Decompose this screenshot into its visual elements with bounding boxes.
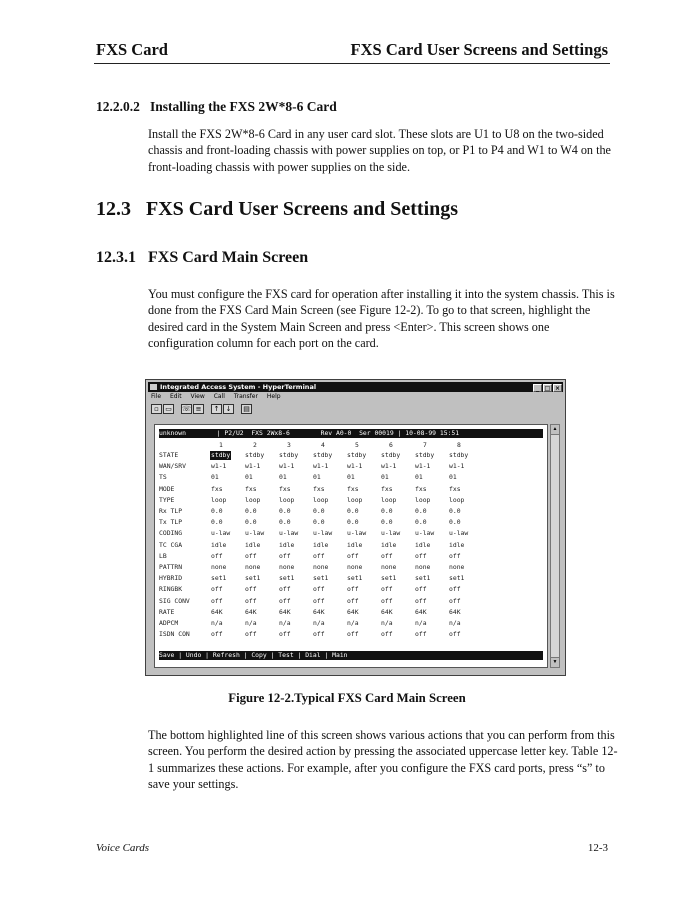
terminal-row [159,563,543,572]
terminal-row [159,518,543,527]
port-number: 3 [287,441,291,449]
port-value-cell[interactable]: off [449,585,461,594]
port-value-cell[interactable]: set1 [313,574,329,583]
port-value-cell[interactable]: 64K [381,607,393,616]
row-label: PATTRN [159,563,183,571]
disconnect-icon[interactable]: ☏ [182,405,191,413]
port-value-cell[interactable]: 01 [211,473,219,482]
port-value-cell[interactable]: n/a [245,619,257,627]
send-icon[interactable]: ↑ [211,404,222,414]
menu-view[interactable]: View [190,393,205,400]
port-value-cell[interactable]: stdby [347,451,367,459]
port-value-cell[interactable]: off [245,585,257,594]
port-value-cell[interactable]: u-law [245,529,265,538]
port-value-cell[interactable]: none [211,563,227,571]
paragraph-actions: The bottom highlighted line of this screen shows various actions that you can perform from this screen. You perform the desired action by pressing the associated uppercase letter key. Table 12-1 summarizes these actions. For example, after you configure the FXS card ports, press “s” to save your settings. [148,728,618,791]
port-value-cell[interactable]: w1-1 [279,462,295,471]
port-value-cell[interactable]: n/a [415,619,427,627]
row-label: TC CGA [159,540,183,549]
page-number: 12-3 [587,842,608,854]
port-value-cell[interactable]: set1 [449,574,465,583]
port-value-cell[interactable]: fxs [347,484,359,493]
port-value-cell[interactable]: off [245,596,257,605]
port-value-cell[interactable]: u-law [381,529,401,538]
header-rule [94,63,610,64]
port-number: 1 [219,441,223,449]
port-value-cell[interactable]: 0.0 [211,518,223,527]
hyperterminal-window [145,379,566,676]
row-label: RATE [159,607,175,616]
command-line[interactable]: Save | Undo | Refresh | Copy | Test | Dial | Main [159,651,543,660]
port-value-cell[interactable]: 64K [415,607,427,616]
heading-12-3: 12.3 FXS Card User Screens and Settings [96,198,459,220]
terminal-row [159,597,543,606]
port-value-cell[interactable]: 01 [279,473,287,482]
port-value-cell[interactable]: stdby [279,451,299,459]
port-value-cell[interactable]: u-law [313,529,333,538]
port-value-cell[interactable]: idle [347,540,363,549]
toolbar [151,404,253,417]
port-value-cell[interactable]: off [381,596,393,605]
figure-caption: Figure 12-2.Typical FXS Card Main Screen [228,691,466,705]
port-value-cell[interactable]: 64K [279,607,291,616]
port-value-cell[interactable]: set1 [211,574,227,583]
port-value-cell[interactable]: none [415,563,431,571]
row-label: WAN/SRV [159,462,186,471]
port-value-cell[interactable]: 0.0 [279,518,291,527]
port-value-cell[interactable]: 01 [313,473,321,482]
close-icon[interactable]: × [554,385,561,392]
terminal-row [159,541,543,550]
terminal-row [159,630,543,639]
port-value-cell[interactable]: 0.0 [449,507,461,515]
port-value-cell[interactable]: n/a [347,619,359,627]
port-value-cell[interactable]: off [313,630,325,639]
port-value-cell[interactable]: off [381,585,393,594]
minimize-icon[interactable]: _ [533,384,542,392]
port-value-cell[interactable]: none [347,563,363,571]
row-label: TYPE [159,495,175,504]
port-value-cell[interactable]: stdby [245,451,265,459]
port-value-cell[interactable]: off [381,551,393,560]
receive-icon[interactable]: ↓ [223,404,234,414]
menu-file[interactable]: File [151,393,162,400]
port-value-cell[interactable]: fxs [279,484,291,493]
port-value-cell[interactable]: off [449,551,461,560]
hyperterminal-icon [150,384,157,390]
port-value-cell[interactable]: set1 [279,574,295,583]
terminal-row [159,574,543,583]
port-value-cell[interactable]: set1 [415,574,431,583]
port-value-cell[interactable]: off [279,596,291,605]
menu-help[interactable]: Help [266,393,281,400]
port-value-cell[interactable]: set1 [245,574,261,583]
port-number: 4 [321,441,325,449]
port-value-cell[interactable]: 01 [415,473,423,482]
port-value-cell[interactable]: off [211,630,223,639]
port-value-cell[interactable]: u-law [449,529,469,538]
port-value-cell[interactable]: 64K [245,607,257,616]
row-label: CODING [159,529,183,538]
menu-edit[interactable]: Edit [169,393,182,400]
vertical-scrollbar[interactable] [550,424,560,668]
window-title: Integrated Access System - HyperTerminal [160,383,317,391]
terminal-row [159,496,543,505]
port-value-cell[interactable]: stdby [449,451,469,459]
terminal-row [159,507,543,516]
port-value-cell[interactable]: none [279,563,295,571]
menu-call[interactable]: Call [213,393,225,400]
row-label: LB [159,551,167,560]
port-value-cell[interactable]: off [347,551,359,560]
window-titlebar [148,382,563,392]
port-value-cell[interactable]: off [245,630,257,639]
open-icon[interactable]: ▭ [163,404,174,414]
port-value-cell[interactable]: u-law [279,529,299,538]
terminal-row [159,585,543,594]
port-value-cell[interactable]: none [245,563,261,571]
port-value-cell[interactable]: off [211,596,223,605]
port-value-cell[interactable]: w1-1 [381,462,397,471]
port-value-cell[interactable]: fxs [415,484,427,493]
port-value-cell[interactable]: stdby [415,451,435,459]
row-label: Tx TLP [159,518,183,527]
running-header-section: FXS Card User Screens and Settings [350,40,608,59]
port-value-cell[interactable]: off [449,596,461,605]
port-number: 5 [355,441,359,449]
row-label: ADPCM [159,619,179,627]
terminal-screen[interactable] [154,424,548,668]
port-number: 6 [389,441,393,449]
port-value-cell[interactable]: fxs [449,484,461,493]
port-value-cell[interactable]: 01 [381,473,389,482]
port-value-cell[interactable]: off [415,585,427,594]
port-value-cell[interactable]: off [279,630,291,639]
port-value-cell[interactable]: stdby [211,451,231,459]
port-value-cell[interactable]: none [381,563,397,571]
port-value-cell[interactable]: 01 [449,473,457,482]
port-value-cell[interactable]: off [449,630,461,639]
port-value-cell[interactable]: loop [347,495,363,504]
port-value-cell[interactable]: w1-1 [211,462,227,471]
port-value-cell[interactable]: loop [245,495,261,504]
port-value-cell[interactable]: 0.0 [449,518,461,527]
port-value-cell[interactable]: off [279,585,291,594]
port-value-cell[interactable]: u-law [347,529,367,538]
port-value-cell[interactable]: loop [313,495,329,504]
port-value-cell[interactable]: fxs [245,484,257,493]
port-value-cell[interactable]: loop [211,495,227,504]
port-value-cell[interactable]: idle [449,540,465,549]
port-value-cell[interactable]: 0.0 [211,507,223,515]
port-value-cell[interactable]: off [313,551,325,560]
terminal-row [159,485,543,494]
port-value-cell[interactable]: w1-1 [347,462,363,471]
port-value-cell[interactable]: w1-1 [313,462,329,471]
port-value-cell[interactable]: 01 [245,473,253,482]
port-value-cell[interactable]: w1-1 [245,462,261,471]
port-value-cell[interactable]: 0.0 [279,507,291,515]
new-icon[interactable]: ▫ [151,404,162,414]
port-value-cell[interactable]: n/a [211,619,223,627]
port-value-cell[interactable]: off [313,585,325,594]
port-value-cell[interactable]: off [347,585,359,594]
terminal-row [159,462,543,471]
port-value-cell[interactable]: loop [449,495,465,504]
row-label: Rx TLP [159,507,183,515]
port-value-cell[interactable]: 64K [211,607,223,616]
port-value-cell[interactable]: off [313,596,325,605]
scroll-up-icon[interactable]: ▲ [551,425,559,435]
port-value-cell[interactable]: off [347,596,359,605]
port-value-cell[interactable]: n/a [313,619,325,627]
terminal-row [159,529,543,538]
maximize-icon[interactable]: □ [544,385,551,392]
port-value-cell[interactable]: 0.0 [313,507,325,515]
port-value-cell[interactable]: 64K [449,607,461,616]
port-value-cell[interactable]: idle [245,540,261,549]
row-label: STATE [159,451,179,459]
port-value-cell[interactable]: n/a [381,619,393,627]
port-value-cell[interactable]: 0.0 [245,507,257,515]
port-value-cell[interactable]: 0.0 [381,507,393,515]
print-icon[interactable]: ▤ [241,404,252,414]
port-value-cell[interactable]: n/a [449,619,461,627]
row-label: HYBRID [159,574,183,583]
port-value-cell[interactable]: idle [415,540,431,549]
port-value-cell[interactable]: off [415,630,427,639]
port-value-cell[interactable]: w1-1 [415,462,431,471]
port-value-cell[interactable]: 0.0 [347,518,359,527]
port-value-cell[interactable]: fxs [381,484,393,493]
port-value-cell[interactable]: off [347,630,359,639]
port-header-row [159,441,543,450]
port-value-cell[interactable]: off [211,551,223,560]
port-number: 8 [457,441,461,449]
port-value-cell[interactable]: 0.0 [313,518,325,527]
port-value-cell[interactable]: none [313,563,329,571]
port-value-cell[interactable]: u-law [211,529,231,538]
menu-bar [151,393,288,400]
port-number: 2 [253,441,257,449]
port-value-cell[interactable]: 64K [313,607,325,616]
port-value-cell[interactable]: fxs [313,484,325,493]
port-value-cell[interactable]: u-law [415,529,435,538]
terminal-row [159,608,543,617]
port-value-cell[interactable]: set1 [347,574,363,583]
terminal-row [159,451,543,460]
properties-icon[interactable]: ≡ [193,404,204,414]
row-label: MODE [159,484,175,493]
port-value-cell[interactable]: off [415,551,427,560]
port-number: 7 [423,441,427,449]
row-label: RINGBK [159,585,183,594]
terminal-row [159,619,543,628]
paragraph-install: Install the FXS 2W*8-6 Card in any user card slot. These slots are U1 to U8 on the two-sided chassis and front-loading chassis with power supplies on top, or P1 to P4 and W1 to W4 on the front-loading chassis with power supplies on the side. [148,127,611,174]
port-value-cell[interactable]: stdby [313,451,333,459]
port-value-cell[interactable]: stdby [381,451,401,459]
port-value-cell[interactable]: 01 [347,473,355,482]
terminal-row [159,552,543,561]
port-value-cell[interactable]: 0.0 [415,507,427,515]
port-value-cell[interactable]: n/a [279,619,291,627]
running-header-chapter: FXS Card [96,40,168,59]
port-value-cell[interactable]: 64K [347,607,359,616]
port-value-cell[interactable]: off [211,585,223,594]
port-value-cell[interactable]: 0.0 [415,518,427,527]
port-value-cell[interactable]: w1-1 [449,462,465,471]
port-value-cell[interactable]: 0.0 [347,507,359,515]
footer-chapter: Voice Cards [96,842,150,854]
heading-12-2-0-2: 12.2.0.2 Installing the FXS 2W*8-6 Card [96,99,337,114]
port-value-cell[interactable]: idle [381,540,397,549]
port-value-cell[interactable]: 0.0 [245,518,257,527]
terminal-status-line: unknown | P2/U2 FXS 2Wx8-6 Rev A0-0 Ser 00019 | 10-08-99 15:51 [159,429,543,438]
port-value-cell[interactable]: off [279,551,291,560]
row-label: ISDN CON [159,630,190,639]
row-label: SIG CONV [159,596,190,605]
row-label: TS [159,473,167,482]
port-value-cell[interactable]: loop [381,495,397,504]
terminal-row [159,473,543,482]
port-value-cell[interactable]: 0.0 [381,518,393,527]
port-value-cell[interactable]: idle [211,540,227,549]
port-value-cell[interactable]: fxs [211,484,223,493]
port-value-cell[interactable]: off [415,596,427,605]
port-value-cell[interactable]: none [449,563,465,571]
scroll-down-icon[interactable]: ▼ [551,657,559,667]
port-value-cell[interactable]: idle [279,540,295,549]
port-value-cell[interactable]: loop [415,495,431,504]
menu-transfer[interactable]: Transfer [233,393,258,400]
port-value-cell[interactable]: idle [313,540,329,549]
paragraph-main-screen: You must configure the FXS card for operation after installing it into the system chassis. This is done from the FXS Card Main Screen (see Figure 12-2). To go to that screen, highlight the desired card in the System Main Screen and press <Enter>. This screen shows one configuration column for each port on the card. [148,287,615,350]
port-value-cell[interactable]: set1 [381,574,397,583]
port-value-cell[interactable]: loop [279,495,295,504]
port-value-cell[interactable]: off [245,551,257,560]
heading-12-3-1: 12.3.1 FXS Card Main Screen [96,249,309,266]
port-value-cell[interactable]: off [381,630,393,639]
